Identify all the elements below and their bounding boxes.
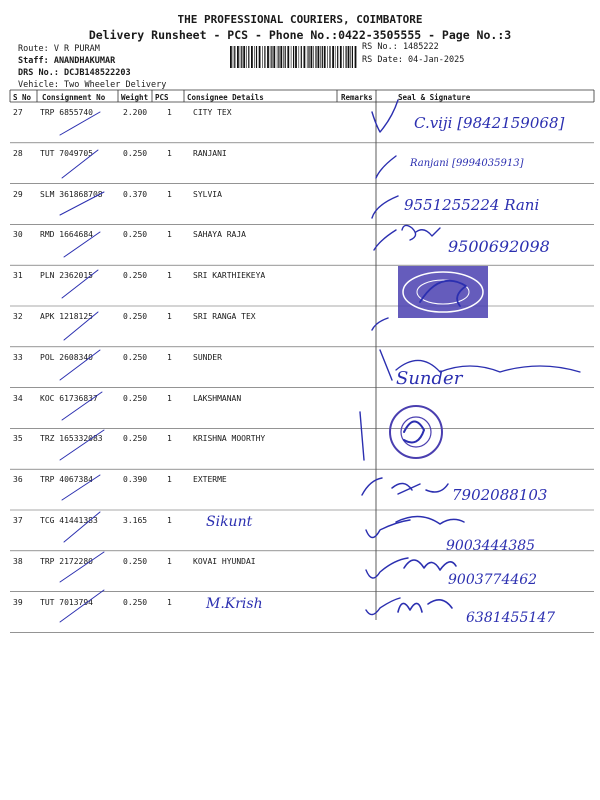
cell-pcs: 1	[167, 516, 172, 525]
col-weight: Weight	[121, 93, 149, 102]
drs-number: DRS No.: DCJB148522203	[18, 68, 131, 78]
scribble-r38	[404, 560, 456, 570]
cell-weight: 0.250	[123, 556, 148, 566]
cell-pcs: 1	[167, 393, 172, 403]
col-consignee: Consignee Details	[187, 93, 264, 102]
route-label: Route: V R PURAM	[18, 44, 100, 54]
cell-weight: 3.165	[123, 516, 148, 525]
cell-sno: 39	[13, 597, 23, 607]
cell-weight: 0.250	[123, 312, 148, 321]
cell-consignment: APK 1218125	[40, 312, 93, 321]
cell-pcs: 1	[167, 556, 172, 566]
signature-r27: C.viji [9842159068]	[414, 114, 565, 132]
col-remarks: Remarks	[341, 93, 373, 102]
cell-pcs: 1	[167, 271, 172, 281]
cell-consignee: SRI RANGA TEX	[193, 312, 256, 321]
cell-consignment: TCG 41441383	[40, 516, 98, 525]
cell-sno: 31	[13, 271, 23, 281]
rs-date: RS Date: 04-Jan-2025	[362, 55, 465, 65]
cell-pcs: 1	[167, 597, 172, 607]
cell-weight: 2.200	[123, 108, 148, 117]
cell-weight: 0.250	[123, 352, 148, 362]
staff-label: Staff: ANANDHAKUMAR	[18, 56, 116, 66]
cell-consignment: SLM 361868708	[40, 189, 103, 199]
cell-consignee: LAKSHMANAN	[193, 393, 242, 403]
cell-sno: 32	[13, 312, 23, 321]
cell-sno: 38	[13, 556, 23, 566]
cell-consignee: SAHAYA RAJA	[193, 230, 246, 240]
cell-weight: 0.250	[123, 393, 148, 403]
cell-weight: 0.250	[123, 434, 148, 444]
signature-r29: 9551255224 Rani	[404, 196, 540, 214]
cell-weight: 0.250	[123, 271, 148, 281]
cell-consignment: TUT 7049705	[40, 148, 93, 158]
col-sno: S No	[13, 93, 32, 102]
cell-pcs: 1	[167, 434, 172, 444]
cell-sno: 29	[13, 189, 23, 199]
cell-consignment: TRP 6855740	[40, 108, 93, 117]
rs-number: RS No.: 1485222	[362, 42, 439, 52]
scribble-r30	[402, 225, 440, 240]
cell-consignment: RMD 1664684	[40, 230, 93, 240]
cell-pcs: 1	[167, 108, 172, 117]
cell-consignment: TRP 4067384	[40, 475, 93, 485]
cell-sno: 30	[13, 230, 23, 240]
tick-marks	[60, 112, 104, 622]
stamp-r31	[398, 266, 488, 318]
cell-consignment: KOC 61736837	[40, 393, 98, 403]
company-title: THE PROFESSIONAL COURIERS, COIMBATORE	[177, 13, 423, 26]
cell-pcs: 1	[167, 475, 172, 485]
signature-r30: 9500692098	[448, 237, 550, 256]
cell-consignee: SRI KARTHIEKEYA	[193, 271, 266, 281]
signature-r28: Ranjani [9994035913]	[410, 158, 524, 169]
cell-consignee: RANJANI	[193, 148, 227, 158]
signature-r38: 9003774462	[448, 572, 538, 588]
signature-r39-phone: 6381455147	[466, 610, 556, 626]
stamp-r35	[390, 406, 442, 458]
cell-consignment: TRP 2172280	[40, 556, 93, 566]
signature-r33: Sunder	[396, 368, 463, 389]
cell-consignment: PLN 2362015	[40, 271, 93, 281]
cell-consignee: EXTERME	[193, 475, 227, 485]
cell-consignee: SUNDER	[193, 352, 222, 362]
cell-sno: 27	[13, 108, 23, 117]
cell-consignee: CITY TEX	[193, 108, 232, 117]
cell-consignee: SYLVIA	[193, 189, 222, 199]
col-consignment: Consignment No	[42, 93, 106, 102]
scribble-r36	[392, 483, 448, 494]
col-seal-signature: Seal & Signature	[398, 93, 471, 102]
signature-r37-name: Sikunt	[206, 514, 253, 530]
cell-sno: 36	[13, 475, 23, 485]
cell-sno: 28	[13, 148, 23, 158]
cell-pcs: 1	[167, 352, 172, 362]
cell-weight: 0.250	[123, 230, 148, 240]
cell-sno: 37	[13, 516, 23, 525]
cell-pcs: 1	[167, 148, 172, 158]
signature-r39-name: M.Krish	[206, 596, 263, 612]
cell-consignee: KOVAI HYUNDAI	[193, 556, 256, 566]
cell-consignment: TUT 7013794	[40, 597, 93, 607]
cell-sno: 35	[13, 434, 23, 444]
cell-consignee: KRISHNA MOORTHY	[193, 434, 266, 444]
cell-pcs: 1	[167, 230, 172, 240]
cell-consignment: TRZ 165332083	[40, 434, 103, 444]
cell-weight: 0.370	[123, 189, 148, 199]
signature-r37-phone: 9003444385	[446, 538, 536, 554]
vehicle-label: Vehicle: Two Wheeler Delivery	[18, 80, 167, 90]
remark-ticks	[360, 100, 410, 615]
col-pcs: PCS	[155, 93, 169, 102]
cell-pcs: 1	[167, 189, 172, 199]
cell-pcs: 1	[167, 312, 172, 321]
runsheet-title: Delivery Runsheet - PCS - Phone No.:0422-3505555 - Page No.:3	[88, 28, 512, 42]
cell-weight: 0.250	[123, 148, 148, 158]
scribble-r39	[398, 600, 452, 612]
cell-consignment: POL 2608340	[40, 352, 93, 362]
cell-weight: 0.250	[123, 597, 148, 607]
cell-weight: 0.390	[123, 475, 148, 485]
signature-r36: 7902088103	[452, 486, 548, 504]
cell-sno: 34	[13, 393, 23, 403]
cell-sno: 33	[13, 352, 23, 362]
